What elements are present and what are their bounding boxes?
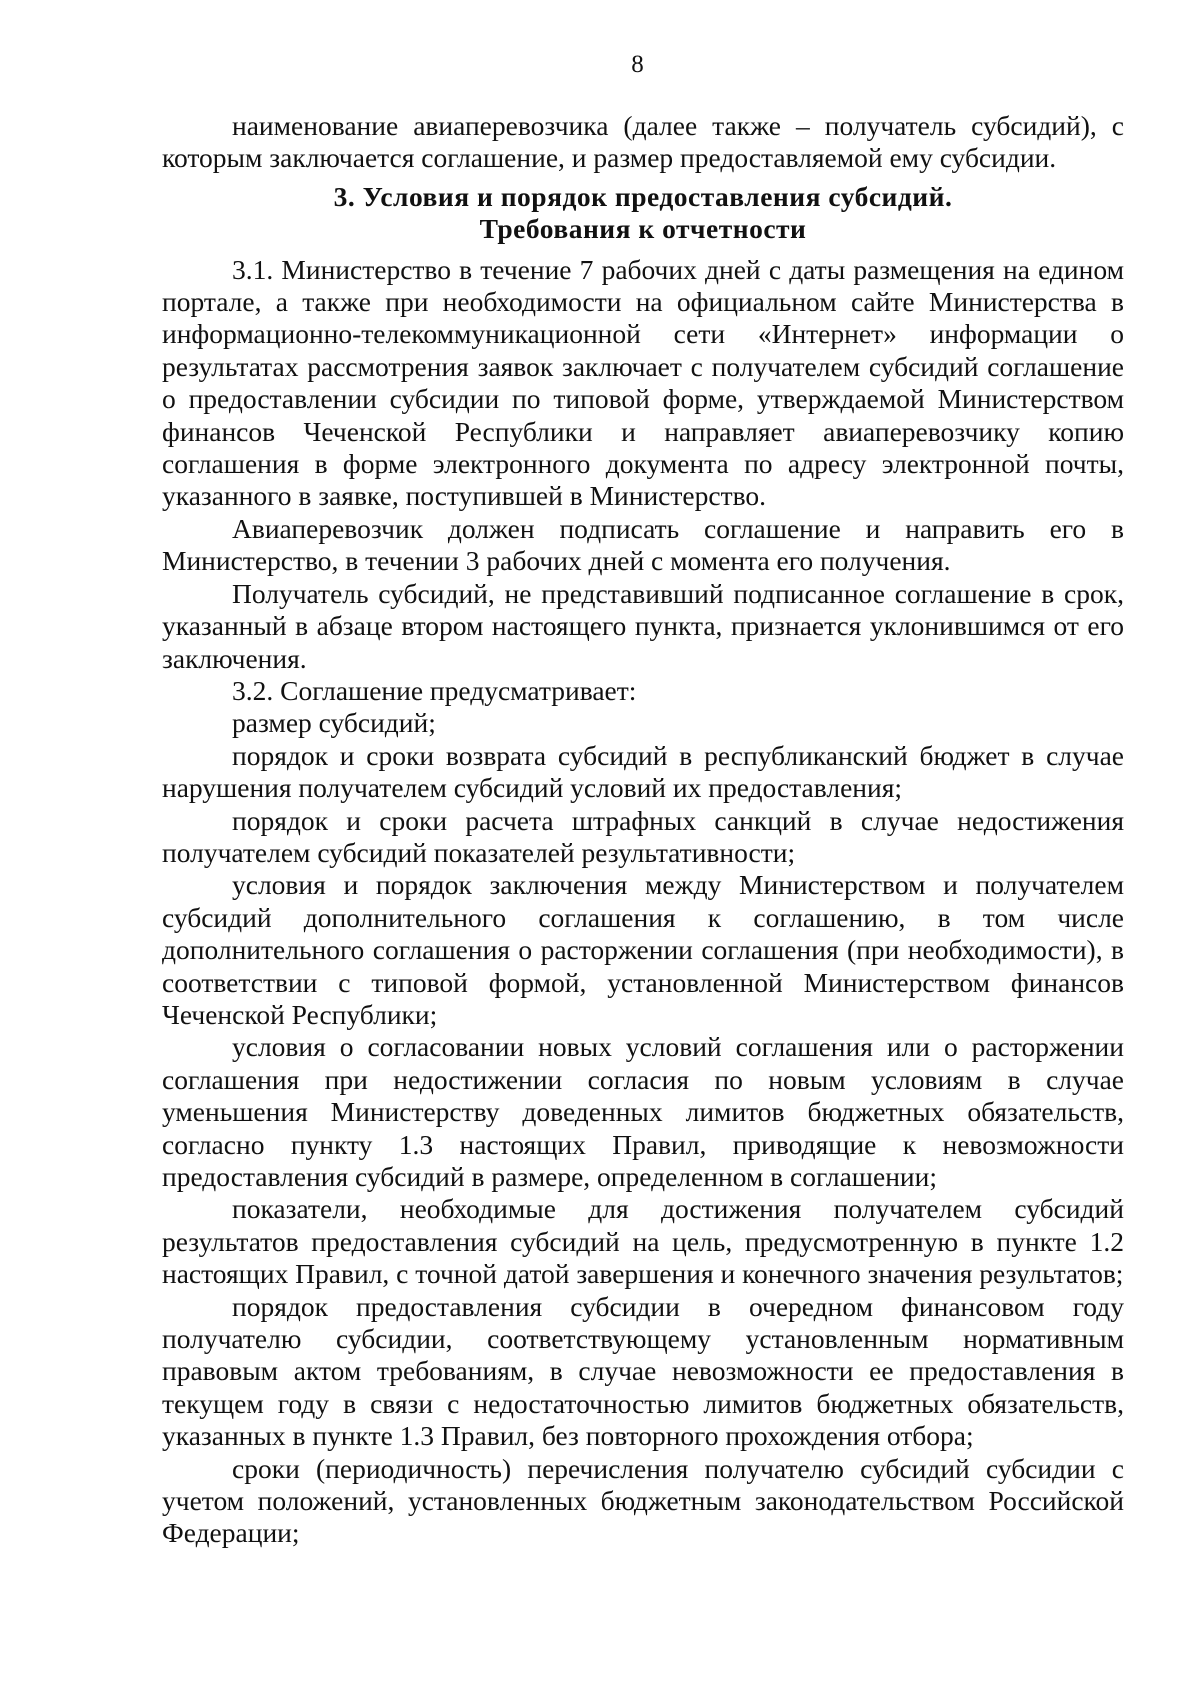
intro-paragraph: наименование авиаперевозчика (далее также – получатель субсидий), с которым заключается соглашение, и размер предоставляемой ему субсидии. bbox=[162, 110, 1124, 174]
section-heading-line-1: 3. Условия и порядок предоставления субсидий. bbox=[333, 180, 953, 212]
document-body bbox=[162, 110, 1124, 1550]
list-item-additional-agreement: условия и порядок заключения между Министерством и получателем субсидий дополнительного соглашения к соглашению, в том числе дополнительного соглашения о расторжении соглашения (при необходимости), в соответствии с типовой формой, установленной Министерством финансов Чеченской Республики; bbox=[162, 869, 1124, 1030]
paragraph-3-2: 3.2. Соглашение предусматривает: bbox=[232, 674, 637, 706]
page-number: 8 bbox=[631, 51, 644, 78]
list-item-refund-procedure: порядок и сроки возврата субсидий в республиканский бюджет в случае нарушения получателем субсидий условий их предоставления; bbox=[162, 739, 1124, 804]
list-item-transfer-terms: сроки (периодичность) перечисления получателю субсидий субсидии с учетом положений, установленных бюджетным законодательством Российской Федерации; bbox=[162, 1452, 1124, 1549]
paragraph-signing: Авиаперевозчик должен подписать соглашение и направить его в Министерство, в течении 3 рабочих дней с момента его получения. bbox=[162, 512, 1124, 577]
list-item-subsidy-size: размер субсидий; bbox=[232, 707, 436, 739]
list-item-indicators: показатели, необходимые для достижения получателем субсидий результатов предоставления субсидий на цель, предусмотренную в пункте 1.2 настоящих Правил, с точной датой завершения и конечного значения результатов; bbox=[162, 1193, 1124, 1290]
list-item-penalties: порядок и сроки расчета штрафных санкций в случае недостижения получателем субсидий показателей результативности; bbox=[162, 804, 1124, 868]
paragraph-evasion: Получатель субсидий, не представивший подписанное соглашение в срок, указанный в абзаце втором настоящего пункта, признается уклонившимся от его заключения. bbox=[162, 577, 1124, 674]
list-item-new-conditions: условия о согласовании новых условий соглашения или о расторжении соглашения при недостижении согласия по новым условиям в случае уменьшения Министерству доведенных лимитов бюджетных обязательств, согласно пункту 1.3 настоящих Правил, приводящие к невозможности предоставления субсидий в размере, определенном в соглашении; bbox=[162, 1031, 1124, 1192]
section-heading bbox=[162, 181, 1124, 246]
paragraph-3-1: 3.1. Министерство в течение 7 рабочих дней с даты размещения на едином портале, а также при необходимости на официальном сайте Министерства в информационно-телекоммуникационной сети «Интернет» информации о результатах рассмотрения заявок заключает с получателем субсидий соглашение о предоставлении субсидии по типовой форме, утверждаемой Министерством финансов Чеченской Республики и направляет авиаперевозчику копию соглашения в форме электронного документа по адресу электронной почты, указанного в заявке, поступившей в Министерство. bbox=[162, 253, 1124, 512]
section-heading-line-2: Требования к отчетности bbox=[479, 213, 807, 245]
list-item-next-year-procedure: порядок предоставления субсидии в очередном финансовом году получателю субсидии, соответствующему установленным нормативным правовым актом требованиям, в случае невозможности ее предоставления в текущем году в связи с недостаточностью лимитов бюджетных обязательств, указанных в пункте 1.3 Правил, без повторного прохождения отбора; bbox=[162, 1290, 1124, 1452]
